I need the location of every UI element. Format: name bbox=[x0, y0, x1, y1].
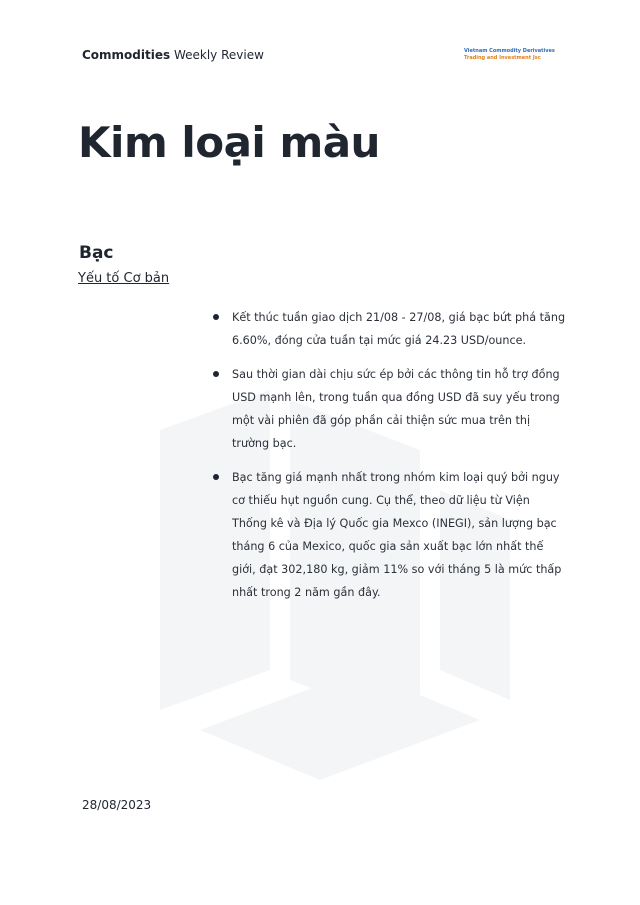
bullet-list bbox=[212, 306, 568, 615]
brand-bold: Commodities bbox=[82, 48, 171, 62]
bullet-text: Bạc tăng giá mạnh nhất trong nhóm kim loại quý bởi nguy cơ thiếu hụt nguồn cung. Cụ thể, theo dữ liệu từ Viện Thống kê và Địa lý Quốc gia Mexco (INEGI), sản lượng bạc tháng 6 của Mexico, quốc gia sản xuất bạc lớn nhất thế giới, đạt 302,180 kg, giảm 11% so với tháng 5 là mức thấp nhất trong 2 năm gần đây. bbox=[232, 471, 562, 599]
report-header bbox=[82, 48, 264, 62]
bullet-item bbox=[212, 466, 568, 604]
bullet-item bbox=[212, 363, 568, 455]
company-line-1: Vietnam Commodity Derivatives bbox=[464, 48, 555, 54]
bullet-text: Sau thời gian dài chịu sức ép bởi các thông tin hỗ trợ đồng USD mạnh lên, trong tuần qua đồng USD đã suy yếu trong một vài phiên đã góp phần cải thiện sức mua trên thị trường bạc. bbox=[232, 368, 560, 450]
bullet-text: Kết thúc tuần giao dịch 21/08 - 27/08, giá bạc bứt phá tăng 6.60%, đóng cửa tuần tại mức giá 24.23 USD/ounce. bbox=[232, 311, 566, 347]
bullet-dot-icon bbox=[213, 314, 219, 320]
report-date: 28/08/2023 bbox=[82, 798, 152, 812]
company-line-2: Trading and Investment Jsc bbox=[464, 55, 541, 61]
bullet-dot-icon bbox=[213, 474, 219, 480]
bullet-item bbox=[212, 306, 568, 352]
bullet-dot-icon bbox=[213, 371, 219, 377]
page-title: Kim loại màu bbox=[78, 118, 380, 167]
subsection-link[interactable]: Yếu tố Cơ bản bbox=[78, 271, 170, 286]
company-logo-text bbox=[464, 48, 555, 62]
section-title: Bạc bbox=[79, 243, 114, 263]
brand-rest: Weekly Review bbox=[170, 48, 264, 62]
